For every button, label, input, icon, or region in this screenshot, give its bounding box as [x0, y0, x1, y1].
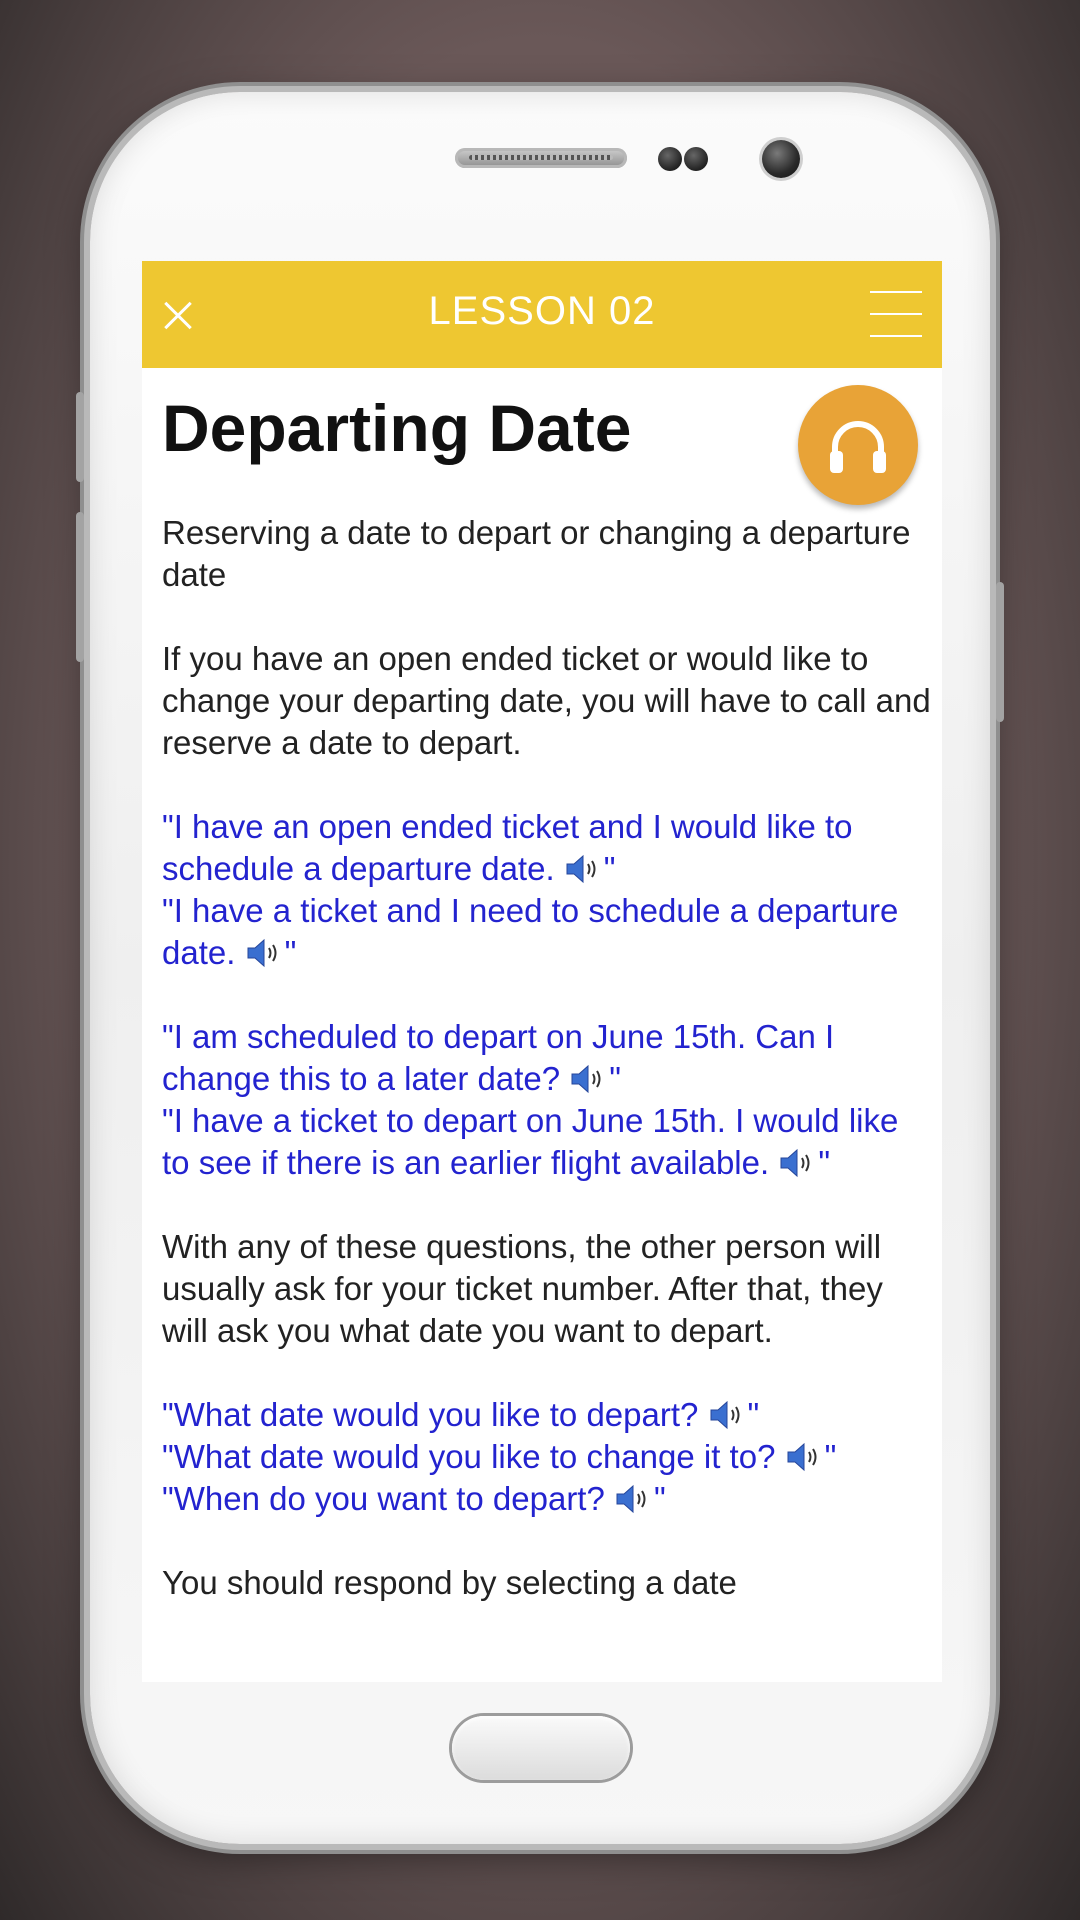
speaker-icon[interactable]: [778, 1147, 818, 1179]
speaker-icon[interactable]: [614, 1483, 654, 1515]
speaker-icon[interactable]: [564, 853, 604, 885]
light-sensor: [684, 147, 708, 171]
menu-icon[interactable]: [870, 291, 922, 337]
lesson-intro: Reserving a date to depart or changing a departure date: [162, 514, 911, 594]
speaker-icon[interactable]: [708, 1399, 748, 1431]
lesson-heading: Departing Date: [162, 391, 632, 465]
volume-button: [76, 392, 84, 482]
quote-mark: ": [824, 1438, 837, 1476]
power-button: [996, 582, 1004, 722]
lesson-content: [162, 389, 932, 1604]
phrase-line: [162, 806, 932, 890]
app-screen: [142, 261, 942, 1682]
home-button[interactable]: [452, 1716, 630, 1780]
speaker-icon[interactable]: [569, 1063, 609, 1095]
quote-mark: ": [654, 1480, 666, 1518]
lesson-header: [142, 261, 942, 368]
lesson-title: LESSON 02: [428, 289, 656, 333]
lesson-paragraph-partial: You should respond by selecting a date: [162, 1564, 737, 1602]
speaker-icon[interactable]: [245, 937, 285, 969]
lesson-paragraph: If you have an open ended ticket or would like to change your departing date, you will have to call and reserve a date to depart.: [162, 640, 931, 762]
phrase-text: "What date would you like to depart?: [162, 1396, 708, 1434]
phrase-line: [162, 1100, 932, 1184]
volume-button: [76, 512, 84, 662]
phone-frame: [90, 92, 990, 1844]
phrase-text: "I have an open ended ticket and I would like to schedule a departure date.: [162, 808, 853, 888]
phrase-text: "When do you want to depart?: [162, 1480, 614, 1518]
phrase-line: [162, 1478, 932, 1520]
phrase-text: "I have a ticket and I need to schedule a departure date.: [162, 892, 899, 972]
proximity-sensor: [658, 147, 682, 171]
quote-mark: ": [603, 850, 616, 888]
quote-mark: ": [818, 1144, 831, 1182]
quote-mark: ": [609, 1060, 621, 1098]
phrase-line: [162, 890, 932, 974]
phrase-text: "I have a ticket to depart on June 15th. I would like to see if there is an earlier flight available.: [162, 1102, 899, 1182]
phrase-line: [162, 1016, 932, 1100]
phrase-line: [162, 1436, 932, 1478]
phrase-line: [162, 1394, 932, 1436]
speaker-icon[interactable]: [785, 1441, 825, 1473]
quote-mark: ": [284, 934, 297, 972]
earpiece-speaker: [455, 148, 627, 168]
quote-mark: ": [747, 1396, 760, 1434]
lesson-paragraph: With any of these questions, the other person will usually ask for your ticket number. After that, they will ask you what date you want to depart.: [162, 1228, 883, 1350]
phrase-text: "I am scheduled to depart on June 15th. Can I change this to a later date?: [162, 1018, 835, 1098]
front-camera: [762, 140, 800, 178]
phrase-text: "What date would you like to change it to?: [162, 1438, 785, 1476]
